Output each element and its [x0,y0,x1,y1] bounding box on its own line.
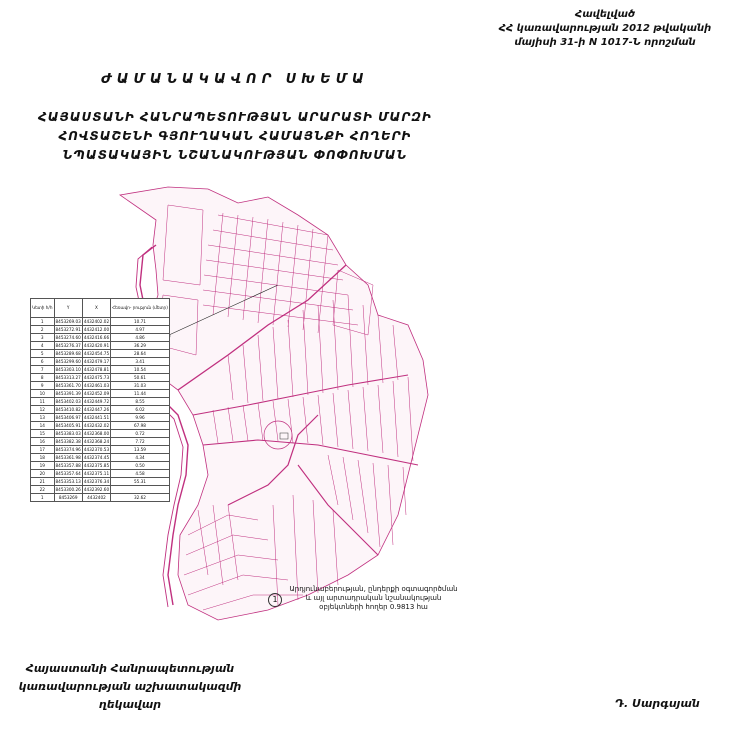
coord-table-cell: 3 [31,334,55,342]
subtitle-line-3: ՆՊԱՏԱԿԱՅԻՆ ՆՇԱՆԱԿՈՒԹՅԱՆ ՓՈՓՈԽՄԱՆ [62,148,408,162]
coord-table-cell: 10.71 [111,318,170,326]
legend-line-3: օբյեկտների հողեր 0.9813 հա [319,603,428,611]
coord-table-cell [111,486,170,494]
coord-table-cell: 4432402.02 [83,318,110,324]
coord-table-cell: 8453374.96 [55,446,81,452]
coord-table-cell: 4.34 [111,454,170,462]
coord-table-cell: 31.03 [111,382,170,390]
coord-table-cell: 4432368.00 [83,430,110,436]
coord-table-cell: 14 [31,422,55,430]
coord-table-row [31,494,170,502]
coord-table-cell: 6.02 [111,406,170,414]
coord-table-row [31,390,170,398]
coord-table-cell: 8453406.97 [55,414,81,420]
coord-table-cell: 1 [31,494,55,502]
coord-table-cell: 28.64 [111,350,170,358]
coord-table-cell: 8453269 [54,494,82,502]
signatory-name: Դ. Սարգսյան [615,697,700,710]
coord-table-cell: 4432412.00 [83,326,110,332]
coord-table-cell: 16 [31,438,55,446]
coord-table-row [31,326,170,334]
coordinates-table [30,298,170,502]
coord-table-cell: 55.31 [111,478,170,486]
schema-title: ԺԱՄԱՆԱԿԱՎՈՐ ՍԽԵՄԱ [101,72,369,87]
coord-table-row [31,470,170,478]
legend-number: 1 [268,593,282,607]
coord-table-row [31,462,170,470]
coord-table-row [31,446,170,454]
coord-table-cell: 10.54 [111,366,170,374]
coord-table-row [31,318,170,326]
coord-table-cell: 8453391.39 [55,390,81,396]
coord-table-cell: 8453313.27 [55,374,81,380]
coord-table-cell: 8453405.91 [55,422,81,428]
coord-table-cell: 50.61 [111,374,170,382]
coord-table-row [31,342,170,350]
coord-table-cell: 4432449.72 [83,398,110,404]
col-x: X [82,299,110,318]
coord-table-cell: 32.62 [111,494,170,502]
coord-table-row [31,414,170,422]
coord-table-cell: 18 [31,454,55,462]
coord-table-cell: 4432478.81 [83,366,110,372]
signature-line-1: Հայաստանի Հանրապետության [25,662,235,675]
coord-table-row [31,406,170,414]
coord-table-cell: 19 [31,462,55,470]
coord-table-cell: 8453361.70 [55,382,81,388]
coord-table-cell: 10 [31,390,55,398]
coord-table-row [31,454,170,462]
coord-table-row [31,398,170,406]
coord-table-cell: 4432461.03 [83,382,110,388]
coord-table-cell: 8453272.91 [55,326,81,332]
coord-table-cell: 21 [31,478,55,486]
coord-table-body [31,318,170,502]
coord-table-cell: 8453353.13 [55,478,81,484]
coord-table-cell: 17 [31,446,55,454]
coord-table-cell: 4432375.85 [83,462,110,468]
coord-table-cell: 12 [31,406,55,414]
legend-line-1: Արդյունաբերության, ընդերքի օգտագործման [289,585,458,593]
coord-table-cell: 8453299.60 [55,358,81,364]
coord-table-cell: 0.50 [111,462,170,470]
subtitle-line-2: ՀՈՎՏԱՇԵՆԻ ԳՅՈՒՂԱԿԱՆ ՀԱՄԱՅՆՔԻ ՀՈՂԵՐԻ [58,129,412,143]
coord-table-cell: 8453276.37 [55,342,81,348]
signature-line-3: ղեկավար [98,698,162,711]
coord-table-cell: 7 [31,366,55,374]
coord-table-row [31,334,170,342]
coord-table-cell: 1 [31,318,55,326]
coord-table-cell: 8453274.60 [55,334,81,340]
coord-table-cell: 5 [31,350,55,358]
schema-subtitle [0,108,470,165]
coord-table-cell: 8 [31,374,55,382]
coord-table-cell: 4.86 [111,334,170,342]
signature-line-2: կառավարության աշխատակազմի [18,680,242,693]
coord-table-cell: 4 [31,342,55,350]
coord-table-cell: 2 [31,326,55,334]
coord-table-cell: 9.96 [111,414,170,422]
coord-table-cell: 7.72 [111,438,170,446]
coord-table-cell: 11.44 [111,390,170,398]
coord-table-row [31,374,170,382]
coord-table-cell: 8453357.88 [55,462,81,468]
col-y: Y [54,299,82,318]
coord-table-cell: 4432416.66 [83,334,110,340]
coord-table-row [31,366,170,374]
coord-table-cell: 4432392.60 [83,486,110,492]
coord-table-cell: 8.55 [111,398,170,406]
coord-table-cell: 4432374.45 [83,454,110,460]
coord-table-cell: 67.98 [111,422,170,430]
coord-table-cell: 8453300.26 [55,486,81,492]
appendix-line-3: մայիսի 31-ի N 1017-Ն որոշման [514,37,696,48]
coord-table-cell: 4432368.24 [83,438,110,444]
legend-text [286,585,461,612]
coord-table-cell: 3.41 [111,358,170,366]
coord-table-cell: 8453361.98 [55,454,81,460]
coord-table-row [31,478,170,486]
appendix-block [490,8,720,50]
coord-table-row [31,382,170,390]
coord-table-cell: 4432475.73 [83,374,110,380]
coord-table-row [31,422,170,430]
coord-table-cell: 4432454.75 [83,350,110,356]
coord-table-cell: 0.72 [111,430,170,438]
coord-table-cell: 20 [31,470,55,478]
appendix-line-2: ՀՀ կառավարության 2012 թվականի [498,23,712,34]
coord-table-cell: 8453402.03 [55,398,81,404]
coord-table-row [31,486,170,494]
coord-table-cell: 8453383.03 [55,430,81,436]
coord-table-cell: 13 [31,414,55,422]
coord-table-cell: 8453382.38 [55,438,81,444]
coord-table-cell: 4432370.53 [83,446,110,452]
coord-table-cell: 4432441.51 [83,414,110,420]
subtitle-line-1: ՀԱՅԱՍՏԱՆԻ ՀԱՆՐԱՊԵՏՈՒԹՅԱՆ ԱՐԱՐԱՏԻ ՄԱՐԶԻ [38,110,432,124]
col-distance: Հեռավո- րություն (մետր) [111,299,170,318]
coord-table-cell: 4432420.91 [83,342,110,348]
coord-table-cell: 4.58 [111,470,170,478]
coord-table-cell: 8453269.03 [55,318,81,324]
signature-title [10,660,250,714]
coord-table-cell: 4432432.02 [83,422,110,428]
coord-table-cell: 11 [31,398,55,406]
coord-table-cell: 6 [31,358,55,366]
coord-table-cell: 4432376.34 [83,478,110,484]
coord-table-cell: 8453357.64 [55,470,81,476]
coord-table-row [31,350,170,358]
coord-table-cell: 8453303.10 [55,366,81,372]
coord-table-row [31,438,170,446]
legend-line-2: և այլ արտադրական նշանակության [305,594,442,602]
coord-table-cell: 15 [31,430,55,438]
coord-table-header [31,299,170,318]
coord-table-cell: 13.59 [111,446,170,454]
coord-table-cell: 4432479.17 [83,358,110,364]
coord-table-cell: 9 [31,382,55,390]
col-point: Կետի h/h [31,299,55,318]
coord-table-cell: 4432447.26 [83,406,110,412]
coord-table-cell: 8453410.82 [55,406,81,412]
coord-table-cell: 4432375.11 [83,470,110,476]
coord-table-cell: 4432452.09 [83,390,110,396]
coord-table-row [31,358,170,366]
coord-table-row [31,430,170,438]
coord-table-cell: 36.29 [111,342,170,350]
appendix-line-1: Հավելված [574,9,636,20]
coord-table-cell: 8453289.68 [55,350,81,356]
coord-table-cell: 22 [31,486,55,494]
coord-table-cell: 4.97 [111,326,170,334]
coord-table-cell: 4432402 [82,494,110,502]
